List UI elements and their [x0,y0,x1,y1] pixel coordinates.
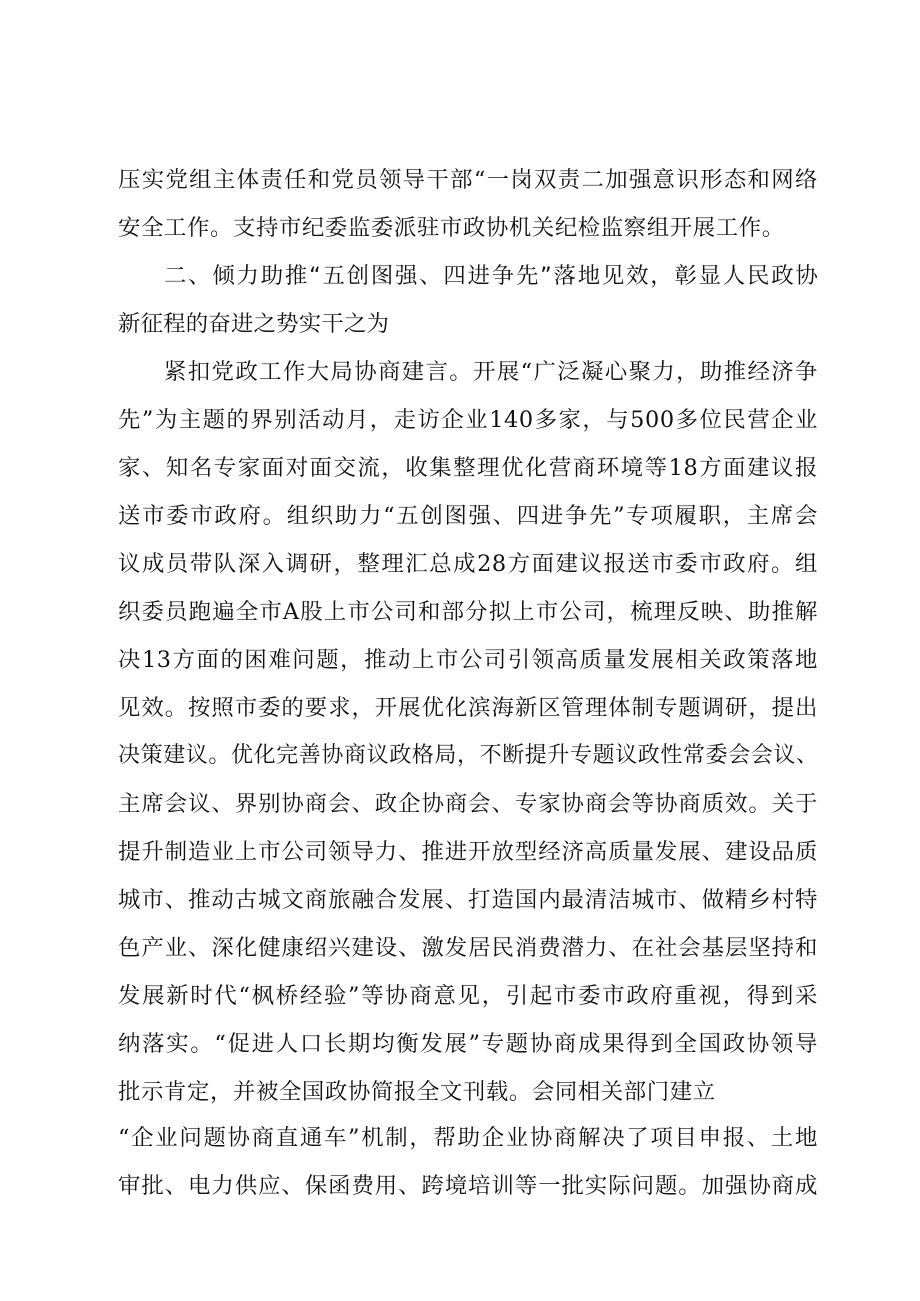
section-heading: 二、倾力助推“五创图强、四进争先”落地见效，彰显人民政协 [164,263,818,289]
body-line: “企业问题协商直通车”机制，帮助企业协商解决了项目申报、土地 [118,1125,818,1151]
body-line: 主席会议、界别协商会、政企协商会、专家协商会等协商质效。关于 [118,791,818,817]
body-line: 议成员带队深入调研，整理汇总成28方面建议报送市委市政府。组 [118,551,818,577]
body-line: 送市委市政府。组织助力“五创图强、四进争先”专项履职，主席会 [118,503,818,529]
section-heading: 新征程的奋进之势实干之为 [118,311,390,337]
body-line: 纳落实。“促进人口长期均衡发展”专题协商成果得到全国政协领导 [118,1031,818,1057]
body-line: 发展新时代“枫桥经验”等协商意见，引起市委市政府重视，得到采 [118,983,818,1009]
body-line: 先”为主题的界别活动月，走访企业140多家，与500多位民营企业 [118,407,818,433]
body-line: 批示肯定，并被全国政协简报全文刊载。会同相关部门建立 [118,1079,716,1105]
body-line: 决策建议。优化完善协商议政格局，不断提升专题议政性常委会会议、 [118,743,819,768]
body-line: 提升制造业上市公司领导力、推进开放型经济高质量发展、建设品质 [118,839,818,865]
body-line: 紧扣党政工作大局协商建言。开展“广泛凝心聚力，助推经济争 [164,359,818,385]
body-line: 色产业、深化健康绍兴建设、激发居民消费潜力、在社会基层坚持和 [118,935,818,961]
body-line: 城市、推动古城文商旅融合发展、打造国内最清洁城市、做精乡村特 [118,887,818,913]
body-line: 织委员跑遍全市A股上市公司和部分拟上市公司，梳理反映、助推解 [118,599,818,625]
body-line: 见效。按照市委的要求，开展优化滨海新区管理体制专题调研，提出 [118,695,818,721]
body-line: 压实党组主体责任和党员领导干部“一岗双责二加强意识形态和网络 [118,167,818,193]
body-line: 家、知名专家面对面交流，收集整理优化营商环境等18方面建议报 [118,455,818,481]
body-line: 决13方面的困难问题，推动上市公司引领高质量发展相关政策落地 [118,647,818,673]
body-line: 安全工作。支持市纪委监委派驻市政协机关纪检监察组开展工作。 [118,215,785,241]
body-line: 审批、电力供应、保函费用、跨境培训等一批实际问题。加强协商成 [118,1173,818,1199]
